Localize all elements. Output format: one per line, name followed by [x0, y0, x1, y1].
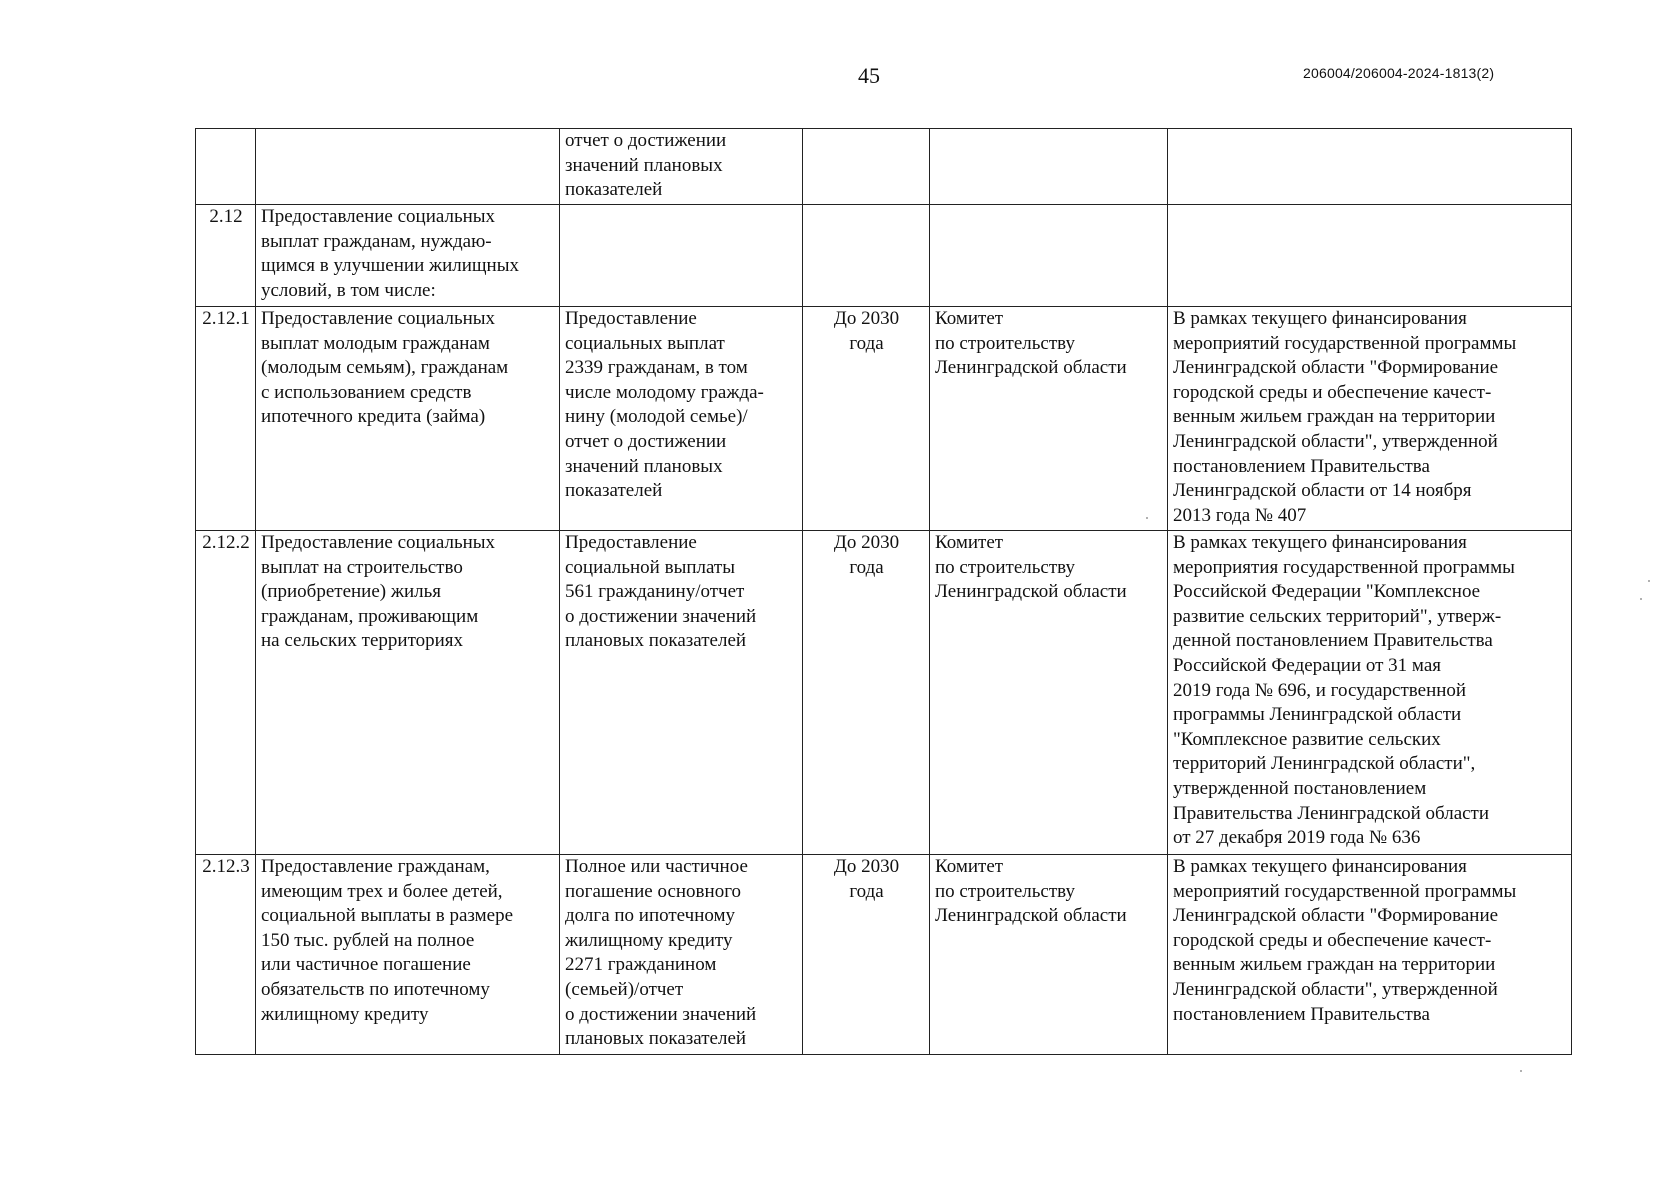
executor-cell: Комитет по строительству Ленинградской области	[930, 855, 1168, 1055]
term-cell: До 2030 года	[803, 307, 930, 531]
executor-cell: Комитет по строительству Ленинградской области	[930, 307, 1168, 531]
funding-source-cell: В рамках текущего финансирования мероприятия государственной программы Российской Федерации "Комплексное развитие сельских территорий", утверж- денной постановлением Правительства Российской Федерации от 31 мая 2019 года № 696, и государственной программы Ленинградской области "Комплексное развитие сельских территорий Ленинградской области", утвержденной постановлением Правительства Ленинградской области от 27 декабря 2019 года № 636	[1168, 531, 1572, 855]
result-cell: Предоставление социальных выплат 2339 гражданам, в том числе молодому гражда- нину (молодой семье)/ отчет о достижении значений плановых показателей	[560, 307, 803, 531]
page-number: 45	[858, 63, 880, 88]
measure-name-cell: Предоставление социальных выплат на строительство (приобретение) жилья гражданам, проживающим на сельских территориях	[256, 531, 560, 855]
result-cell: Полное или частичное погашение основного долга по ипотечному жилищному кредиту 2271 гражданином (семьей)/отчет о достижении значений плановых показателей	[560, 855, 803, 1055]
executor-cell	[930, 129, 1168, 205]
measure-name-cell	[256, 129, 560, 205]
result-cell: Предоставление социальной выплаты 561 гражданину/отчет о достижении значений плановых показателей	[560, 531, 803, 855]
executor-cell: Комитет по строительству Ленинградской области	[930, 531, 1168, 855]
scan-speck	[1520, 1070, 1522, 1072]
measure-name-cell: Предоставление гражданам, имеющим трех и более детей, социальной выплаты в размере 150 тыс. рублей на полное или частичное погашение обязательств по ипотечному жилищному кредиту	[256, 855, 560, 1055]
funding-source-cell	[1168, 205, 1572, 307]
executor-cell	[930, 205, 1168, 307]
funding-source-cell: В рамках текущего финансирования мероприятий государственной программы Ленинградской области "Формирование городской среды и обеспечение качест- венным жильем граждан на территории Ленинградской области", утвержденной постановлением Правительства Ленинградской области от 14 ноября 2013 года № 407	[1168, 307, 1572, 531]
table-row	[196, 307, 1572, 531]
funding-source-cell	[1168, 129, 1572, 205]
term-cell: До 2030 года	[803, 855, 930, 1055]
measure-name-cell: Предоставление социальных выплат гражданам, нуждаю- щимся в улучшении жилищных условий, в том числе:	[256, 205, 560, 307]
term-cell	[803, 205, 930, 307]
table-row	[196, 855, 1572, 1055]
result-cell: отчет о достижении значений плановых показателей	[560, 129, 803, 205]
measures-table	[195, 128, 1572, 1055]
row-number-cell: 2.12.1	[196, 307, 256, 531]
table-row	[196, 205, 1572, 307]
measure-name-cell: Предоставление социальных выплат молодым гражданам (молодым семьям), гражданам с использованием средств ипотечного кредита (займа)	[256, 307, 560, 531]
term-cell: До 2030 года	[803, 531, 930, 855]
scan-speck	[1640, 598, 1642, 600]
funding-source-cell: В рамках текущего финансирования мероприятий государственной программы Ленинградской области "Формирование городской среды и обеспечение качест- венным жильем граждан на территории Ленинградской области", утвержденной постановлением Правительства	[1168, 855, 1572, 1055]
document-code: 206004/206004-2024-1813(2)	[1303, 65, 1495, 81]
row-number-cell: 2.12.2	[196, 531, 256, 855]
table-row	[196, 531, 1572, 855]
row-number-cell	[196, 129, 256, 205]
result-cell	[560, 205, 803, 307]
scan-speck	[1146, 517, 1148, 519]
term-cell	[803, 129, 930, 205]
row-number-cell: 2.12	[196, 205, 256, 307]
scan-speck	[1648, 580, 1650, 582]
table-row	[196, 129, 1572, 205]
row-number-cell: 2.12.3	[196, 855, 256, 1055]
